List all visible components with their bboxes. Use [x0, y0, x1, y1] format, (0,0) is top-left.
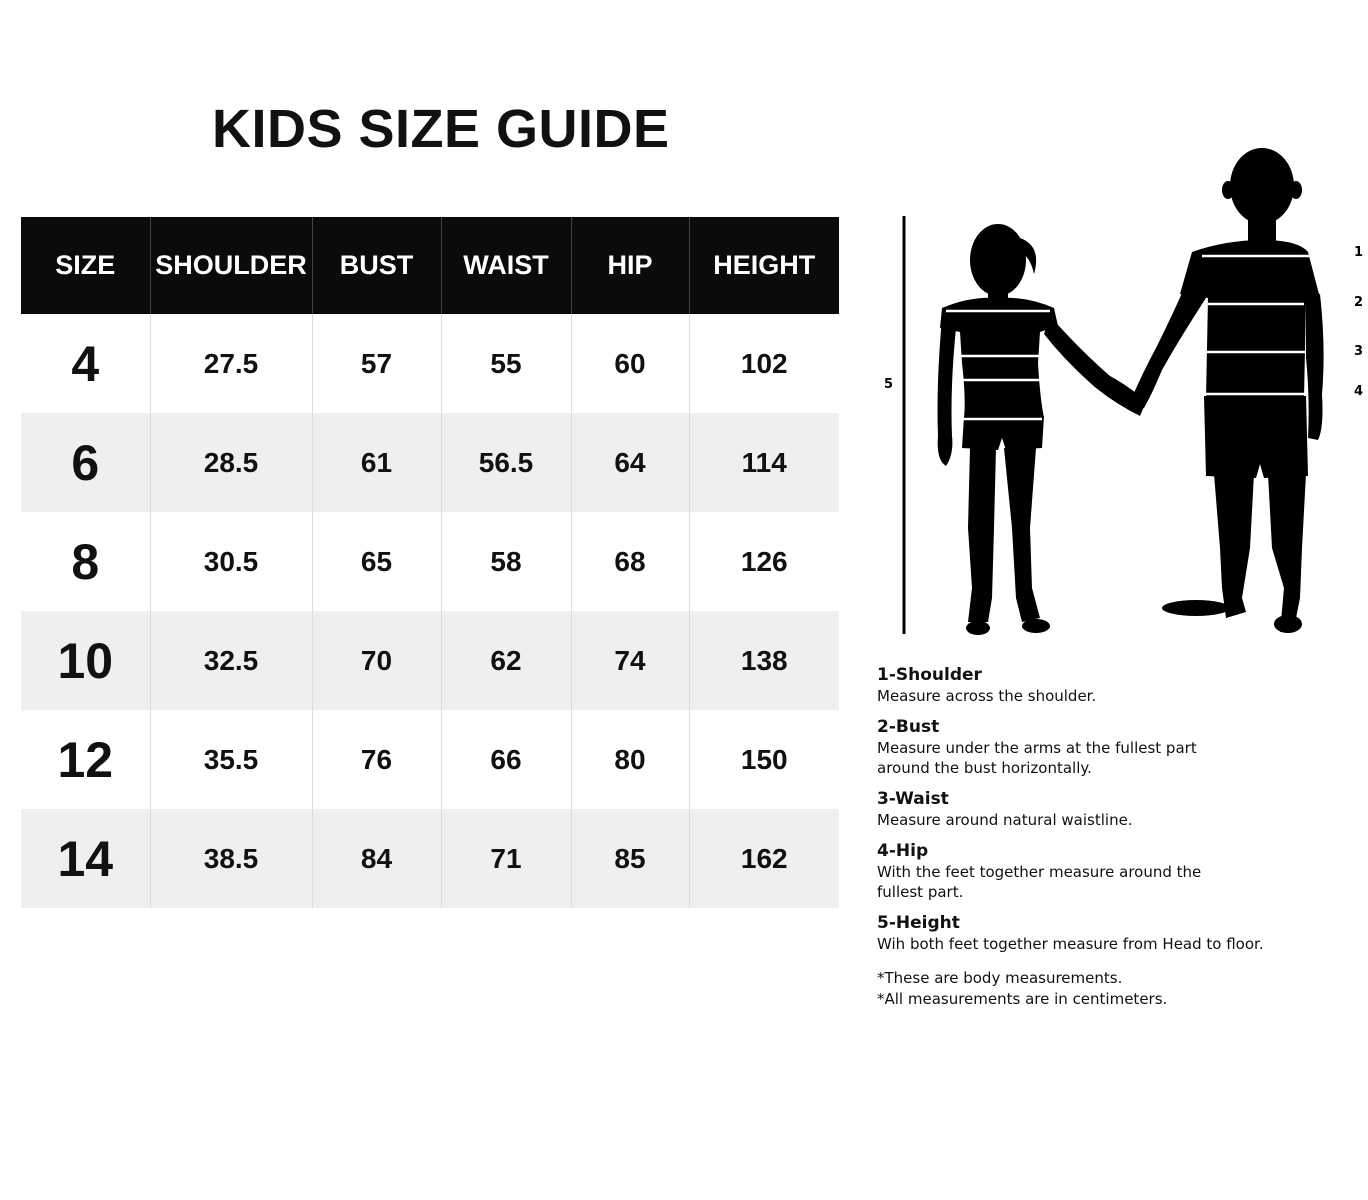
table-row	[21, 413, 839, 512]
header-shoulder: SHOULDER	[150, 217, 312, 314]
size-chart-table	[21, 217, 839, 908]
hip-cell: 85	[571, 809, 689, 908]
waist-cell: 55	[441, 314, 571, 413]
height-cell: 150	[689, 710, 839, 809]
girl-silhouette	[938, 224, 1147, 635]
shoulder-cell: 38.5	[150, 809, 312, 908]
shoulder-cell: 28.5	[150, 413, 312, 512]
legend-item-title: 5-Height	[877, 913, 960, 933]
legend-item-title: 1-Shoulder	[877, 665, 982, 685]
hip-cell: 80	[571, 710, 689, 809]
height-cell: 126	[689, 512, 839, 611]
waist-cell: 58	[441, 512, 571, 611]
legend-item-desc: Measure across the shoulder.	[877, 687, 1097, 705]
header-size: SIZE	[21, 217, 150, 314]
hip-cell: 60	[571, 314, 689, 413]
table-row	[21, 611, 839, 710]
bust-cell: 84	[312, 809, 441, 908]
legend-item-bust	[877, 716, 1357, 778]
marker-1: 1	[1354, 245, 1364, 260]
bust-cell: 70	[312, 611, 441, 710]
legend-item-waist	[877, 788, 1357, 830]
marker-3: 3	[1354, 344, 1364, 359]
legend-item-shoulder	[877, 664, 1357, 706]
measurement-legend	[877, 664, 1357, 1010]
hip-cell: 74	[571, 611, 689, 710]
waist-cell: 71	[441, 809, 571, 908]
note-body-measurements: *These are body measurements.	[877, 969, 1123, 987]
boy-silhouette	[1130, 148, 1324, 633]
bust-cell: 57	[312, 314, 441, 413]
table-header-row	[21, 217, 839, 314]
note-units: *All measurements are in centimeters.	[877, 990, 1168, 1008]
legend-item-desc: Wih both feet together measure from Head to floor.	[877, 935, 1264, 953]
measurement-figure	[880, 148, 1368, 648]
size-cell: 4	[71, 335, 100, 392]
size-cell: 12	[57, 731, 114, 788]
hip-cell: 68	[571, 512, 689, 611]
table-row	[21, 512, 839, 611]
shoulder-cell: 35.5	[150, 710, 312, 809]
waist-cell: 56.5	[441, 413, 571, 512]
waist-cell: 66	[441, 710, 571, 809]
legend-item-desc: Measure around natural waistline.	[877, 811, 1133, 829]
table-row	[21, 710, 839, 809]
legend-item-title: 2-Bust	[877, 717, 940, 737]
legend-item-desc: With the feet together measure around the fullest part.	[877, 863, 1202, 901]
shoulder-cell: 30.5	[150, 512, 312, 611]
header-hip: HIP	[571, 217, 689, 314]
legend-notes	[877, 968, 1357, 1010]
legend-item-desc: Measure under the arms at the fullest part around the bust horizontally.	[877, 739, 1197, 777]
legend-item-title: 3-Waist	[877, 789, 949, 809]
shoulder-cell: 27.5	[150, 314, 312, 413]
bust-cell: 61	[312, 413, 441, 512]
size-cell: 10	[21, 611, 150, 710]
page-title: KIDS SIZE GUIDE	[212, 99, 670, 159]
size-cell: 8	[71, 533, 100, 590]
header-height: HEIGHT	[689, 217, 839, 314]
legend-item-height	[877, 912, 1357, 954]
hip-cell: 64	[571, 413, 689, 512]
header-bust: BUST	[312, 217, 441, 314]
waist-cell: 62	[441, 611, 571, 710]
marker-4: 4	[1354, 384, 1364, 399]
table-row	[21, 809, 839, 908]
bust-cell: 65	[312, 512, 441, 611]
height-cell: 162	[689, 809, 839, 908]
shoulder-cell: 32.5	[150, 611, 312, 710]
height-cell: 102	[689, 314, 839, 413]
size-cell: 14	[21, 809, 150, 908]
bust-cell: 76	[312, 710, 441, 809]
marker-2: 2	[1354, 295, 1364, 310]
marker-5: 5	[884, 377, 894, 392]
height-cell: 114	[689, 413, 839, 512]
height-cell: 138	[689, 611, 839, 710]
size-cell: 6	[21, 413, 150, 512]
legend-item-hip	[877, 840, 1357, 902]
header-waist: WAIST	[441, 217, 571, 314]
legend-item-title: 4-Hip	[877, 841, 929, 861]
table-row	[21, 314, 839, 413]
